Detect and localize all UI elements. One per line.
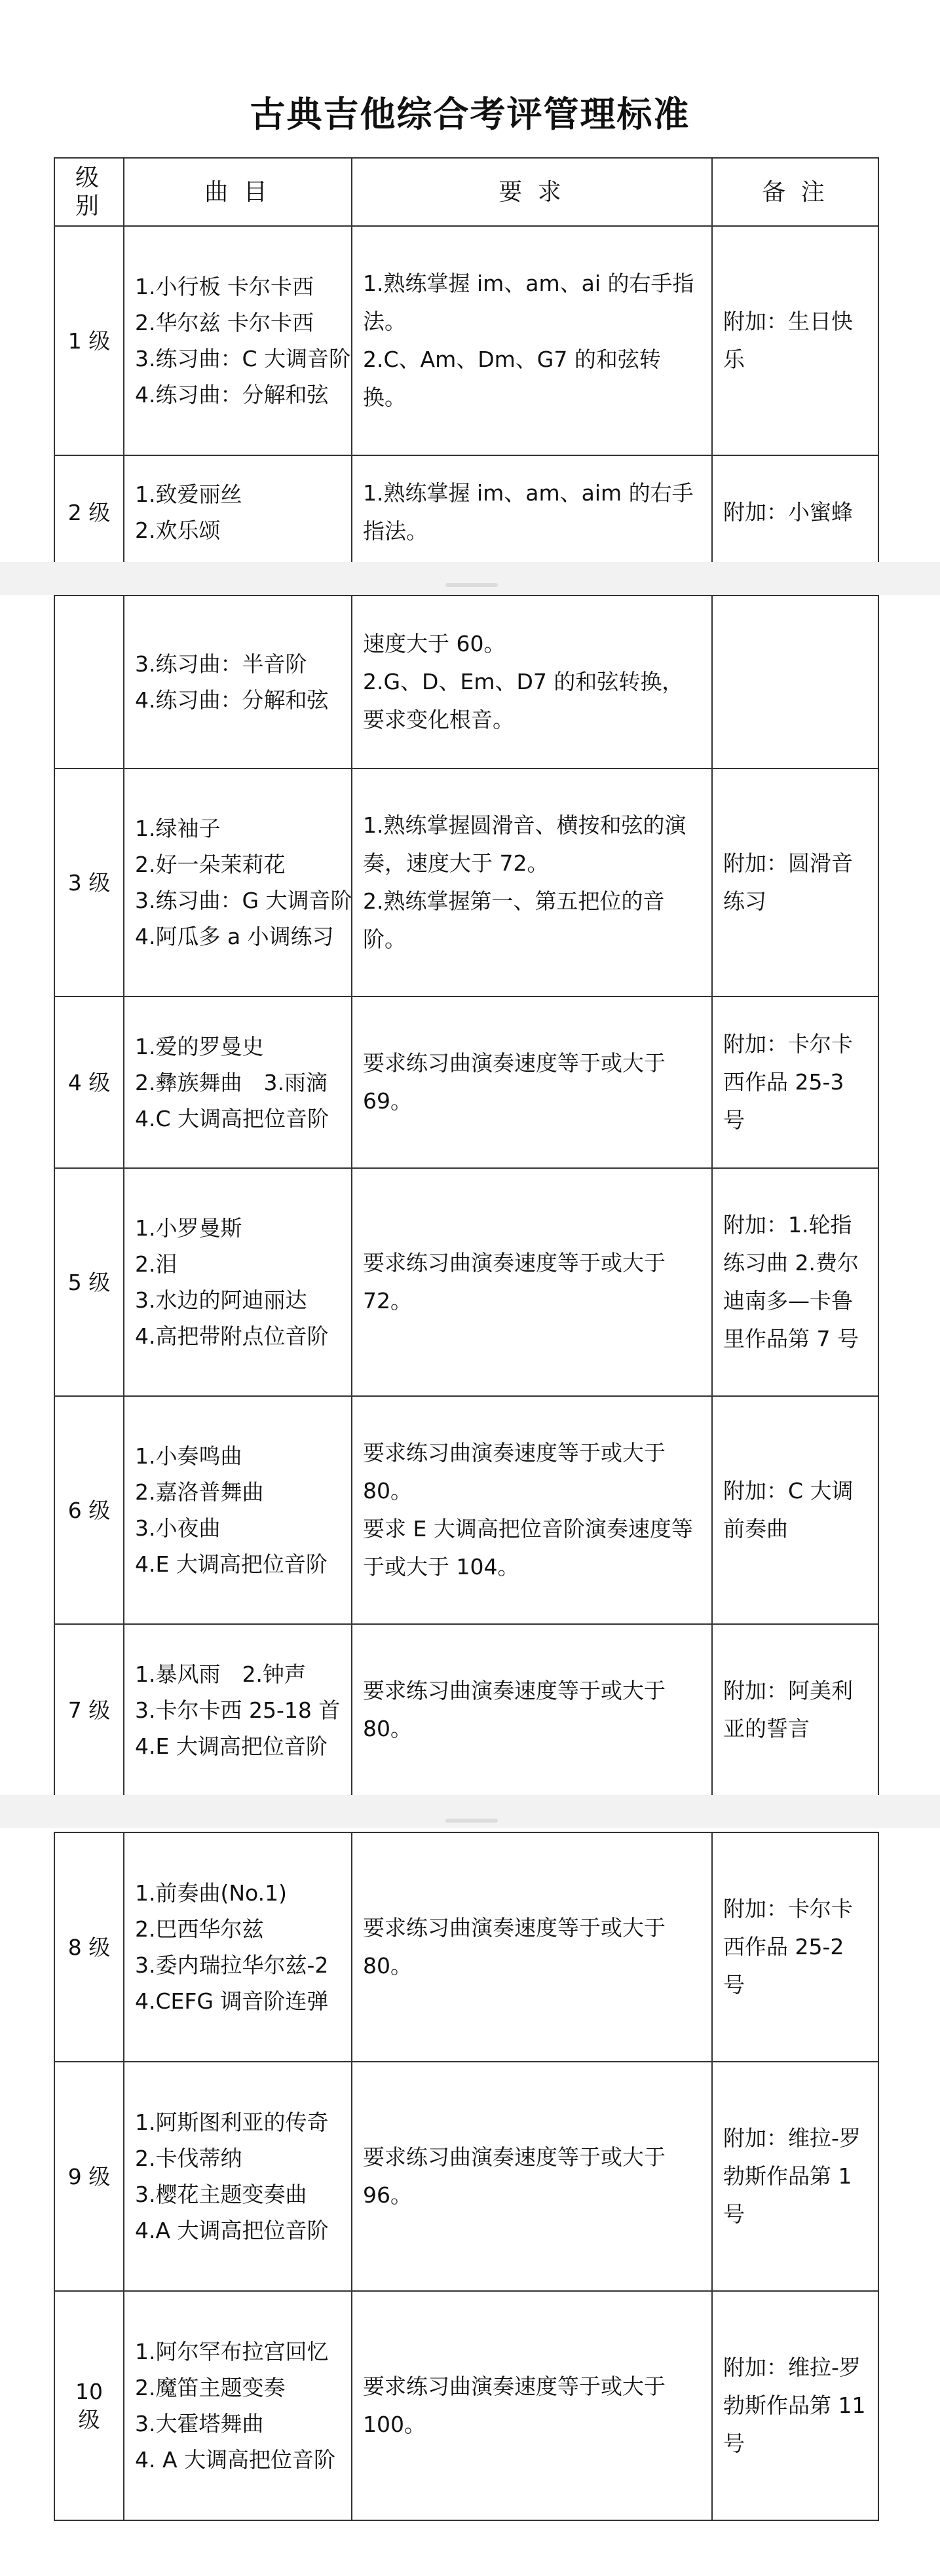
requirement-item: 要求练习曲演奏速度等于或大于 72。 [363,1250,666,1314]
notes-cell [712,1168,878,1396]
notes-cell [712,455,878,569]
header-notes: 备 注 [712,158,878,226]
header-requirements: 要 求 [352,158,712,226]
note-text: 附加：小蜜蜂 [723,499,853,525]
piece-item: 4.练习曲：分解和弦 [135,382,329,407]
piece-item: 1.绿袖子 [135,816,221,841]
piece-item: 4.E 大调高把位音阶 [135,1733,328,1759]
notes-cell [712,226,878,455]
level-cell: 8 级 [54,1832,124,2062]
requirement-item: 速度大于 60。 [363,631,506,656]
piece-item: 2.欢乐颂 [135,518,221,543]
requirement-item: 要求练习曲演奏速度等于或大于 69。 [363,1050,666,1114]
piece-item: 4. A 大调高把位音阶 [135,2447,336,2472]
pieces-cell [124,1624,352,1796]
notes-cell [712,2062,878,2291]
requirement-item: 要求练习曲演奏速度等于或大于 100。 [363,2374,666,2437]
pieces-cell [124,2291,352,2520]
level-row [54,2291,878,2520]
note-text: 附加：卡尔卡西作品 25-2 号 [723,1896,853,1998]
piece-item: 1.阿尔罕布拉宫回忆 [135,2339,329,2364]
requirements-cell [352,768,712,996]
piece-item: 2.彝族舞曲 3.雨滴 [135,1069,328,1095]
piece-item: 3.水边的阿迪丽达 [135,1287,307,1313]
notes-cell [712,2291,878,2520]
piece-item: 4.C 大调高把位音阶 [135,1105,329,1131]
piece-item: 1.小行板 卡尔卡西 [135,274,314,299]
table-header-row [54,158,878,226]
level-row [54,1168,878,1396]
level-cell: 5 级 [54,1168,124,1396]
pieces-cell [124,1396,352,1624]
notes-cell [712,1396,878,1624]
table-body-section-1 [54,226,878,569]
header-pieces: 曲 目 [124,158,352,226]
standards-table-part-3 [54,1832,879,2521]
requirements-cell [352,2062,712,2291]
piece-item: 4.高把带附点位音阶 [135,1323,329,1349]
notes-cell [712,996,878,1168]
piece-item: 3.练习曲：C 大调音阶 [135,346,351,371]
pieces-cell [124,226,352,455]
requirements-cell [352,1832,712,2062]
piece-item: 2.泪 [135,1251,178,1277]
header-level: 级别 [54,158,124,226]
note-text: 附加：阿美利亚的誓言 [723,1678,853,1741]
notes-cell [712,1624,878,1796]
pieces-cell [124,2062,352,2291]
requirements-cell [352,226,712,455]
requirement-item: 要求练习曲演奏速度等于或大于 96。 [363,2144,666,2208]
requirement-item: 要求 E 大调高把位音阶演奏速度等于或大于 104。 [363,1516,693,1580]
page-gap [0,1795,940,1828]
piece-item: 2.好一朵茉莉花 [135,852,286,877]
requirement-item: 2.熟练掌握第一、第五把位的音阶。 [363,888,665,952]
piece-item: 3.练习曲：G 大调音阶 [135,888,352,913]
pieces-cell [124,1168,352,1396]
level-row [54,2062,878,2291]
pieces-cell [124,455,352,569]
piece-item: 3.卡尔卡西 25-18 首 [135,1697,341,1723]
requirements-cell [352,1624,712,1796]
requirement-item: 2.C、Am、Dm、G7 的和弦转换。 [363,347,661,410]
piece-item: 4.CEFG 调音阶连弹 [135,1988,329,2014]
level-row [54,1396,878,1624]
piece-item: 4.E 大调高把位音阶 [135,1551,328,1577]
requirements-cell [352,455,712,569]
requirement-item: 1.熟练掌握 im、am、ai 的右手指法。 [363,271,694,334]
piece-item: 1.小罗曼斯 [135,1215,242,1241]
piece-item: 1.致爱丽丝 [135,482,242,507]
requirements-cell [352,1396,712,1624]
pieces-cell [124,996,352,1168]
page-gap [0,562,940,595]
notes-cell [712,768,878,996]
requirements-cell [352,2291,712,2520]
level-row [54,596,878,768]
level-cell [54,596,124,768]
page-divider [445,583,498,587]
piece-item: 2.魔笛主题变奏 [135,2375,286,2400]
piece-item: 1.前奏曲(No.1) [135,1880,288,1906]
piece-item: 1.暴风雨 2.钟声 [135,1661,306,1687]
level-cell: 3 级 [54,768,124,996]
requirement-item: 1.熟练掌握 im、am、aim 的右手指法。 [363,480,694,544]
piece-item: 2.华尔兹 卡尔卡西 [135,310,314,335]
pieces-cell [124,596,352,768]
requirement-item: 要求练习曲演奏速度等于或大于 80。 [363,1915,666,1979]
level-cell: 10 级 [54,2291,124,2520]
piece-item: 4.练习曲：分解和弦 [135,687,329,713]
piece-item: 2.卡伐蒂纳 [135,2146,242,2171]
requirements-cell [352,596,712,768]
pieces-cell [124,768,352,996]
notes-cell [712,1832,878,2062]
level-cell: 2 级 [54,455,124,569]
document-title: 古典吉他综合考评管理标准 [250,94,690,135]
piece-item: 3.委内瑞拉华尔兹-2 [135,1952,329,1978]
level-cell: 9 级 [54,2062,124,2291]
requirement-item: 2.G、D、Em、D7 的和弦转换，要求变化根音。 [363,669,684,732]
level-cell: 4 级 [54,996,124,1168]
table-body-section-3 [54,1832,878,2520]
requirements-cell [352,996,712,1168]
note-text: 附加：维拉-罗勃斯作品第 11 号 [723,2355,866,2456]
level-row [54,1624,878,1796]
note-text: 附加：维拉-罗勃斯作品第 1 号 [723,2125,861,2227]
standards-table-part-1 [54,157,879,570]
requirement-item: 要求练习曲演奏速度等于或大于 80。 [363,1678,666,1741]
piece-item: 3.小夜曲 [135,1515,221,1541]
piece-item: 2.巴西华尔兹 [135,1916,264,1942]
level-row [54,455,878,569]
level-cell: 6 级 [54,1396,124,1624]
piece-item: 2.嘉洛普舞曲 [135,1479,264,1505]
notes-cell [712,596,878,768]
level-row [54,768,878,996]
piece-item: 3.大霍塔舞曲 [135,2411,264,2436]
requirement-item: 1.熟练掌握圆滑音、横按和弦的演奏，速度大于 72。 [363,812,686,876]
table-body-section-2 [54,596,878,1796]
requirement-item: 要求练习曲演奏速度等于或大于 80。 [363,1440,666,1504]
piece-item: 1.爱的罗曼史 [135,1033,264,1059]
note-text: 附加：生日快乐 [723,309,853,372]
piece-item: 3.樱花主题变奏曲 [135,2182,307,2207]
level-row [54,996,878,1168]
note-text: 附加：卡尔卡西作品 25-3 号 [723,1031,853,1133]
piece-item: 4.阿瓜多 a 小调练习 [135,924,334,949]
pieces-cell [124,1832,352,2062]
standards-table-part-2 [54,595,879,1796]
note-text: 附加：圆滑音练习 [723,850,853,914]
piece-item: 1.阿斯图利亚的传奇 [135,2110,329,2135]
note-text: 附加：C 大调前奏曲 [723,1478,854,1542]
level-row [54,226,878,455]
page-divider [445,1819,498,1823]
note-text: 附加：1.轮指练习曲 2.费尔迪南多—卡鲁里作品第 7 号 [723,1212,859,1352]
piece-item: 1.小奏鸣曲 [135,1443,242,1469]
piece-item: 4.A 大调高把位音阶 [135,2218,329,2243]
level-cell: 1 级 [54,226,124,455]
requirements-cell [352,1168,712,1396]
piece-item: 3.练习曲：半音阶 [135,651,307,677]
level-row [54,1832,878,2062]
level-cell: 7 级 [54,1624,124,1796]
